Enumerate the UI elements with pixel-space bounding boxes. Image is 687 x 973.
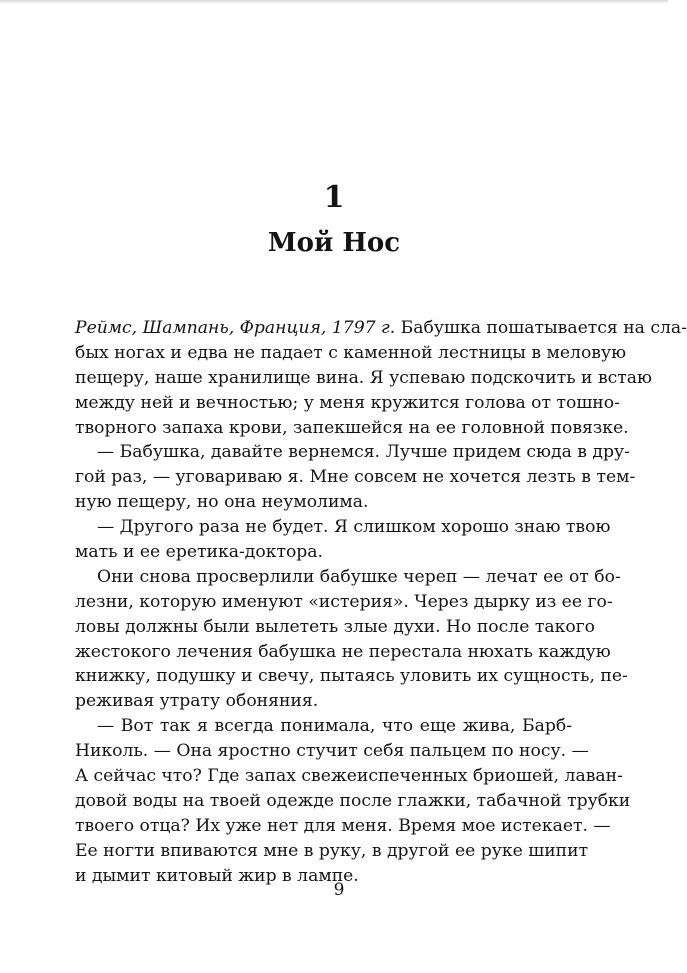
text-line: лезни, которую именуют «истерия». Через дырку из ее го- xyxy=(75,591,613,612)
text-line: бых ногах и едва не падает с каменной лестницы в меловую xyxy=(75,342,627,363)
chapter-number: 1 xyxy=(323,180,345,215)
text-line: Ее ногти впиваются мне в руку, в другой ее руке шипит xyxy=(75,840,589,861)
text-line: — Бабушка, давайте вернемся. Лучше придем сюда в дру- xyxy=(97,442,630,463)
text-line: жестокого лечения бабушка не перестала нюхать каждую xyxy=(75,641,611,662)
text-line: А сейчас что? Где запах свежеиспеченных бриошей, лаван- xyxy=(75,766,623,787)
text-line: реживая утрату обоняния. xyxy=(75,691,319,712)
text-line-content: Бабушка пошатывается на сла- xyxy=(395,318,687,338)
text-line xyxy=(75,316,687,341)
text-line: гой раз, — уговариваю я. Мне совсем не хочется лезть в тем- xyxy=(75,467,636,488)
body-text xyxy=(75,316,687,888)
text-line: — Вот так я всегда понимала, что еще жива, Барб- xyxy=(97,716,572,737)
text-line: ную пещеру, но она неумолима. xyxy=(75,492,369,513)
text-line: книжку, подушку и свечу, пытаясь уловить их сущность, пе- xyxy=(75,666,628,687)
page-number: 9 xyxy=(333,880,345,900)
text-line: довой воды на твоей одежде после глажки, табачной трубки xyxy=(75,790,631,811)
text-line: между ней и вечностью; у меня кружится голова от тошно- xyxy=(75,392,620,413)
chapter-title: Мой Нос xyxy=(267,228,401,258)
text-line: Николь. — Она яростно стучит себя пальцем по носу. — xyxy=(75,741,589,762)
text-line: твоего отца? Их уже нет для меня. Время мое истекает. — xyxy=(75,815,611,836)
place-date: Реймс, Шампань, Франция, 1797 г. xyxy=(75,318,396,338)
text-line: пещеру, наше хранилище вина. Я успеваю подскочить и встаю xyxy=(75,367,652,388)
text-line: — Другого раза не будет. Я слишком хорошо знаю твою xyxy=(97,517,611,538)
text-line: и дымит китовый жир в лампе. xyxy=(75,865,359,886)
text-line: Они снова просверлили бабушке череп — лечат ее от бо- xyxy=(97,566,621,587)
text-line: ловы должны были вылететь злые духи. Но после такого xyxy=(75,616,596,637)
text-line: творного запаха крови, запекшейся на ее головной повязке. xyxy=(75,417,629,438)
text-line: мать и ее еретика-доктора. xyxy=(75,542,324,563)
